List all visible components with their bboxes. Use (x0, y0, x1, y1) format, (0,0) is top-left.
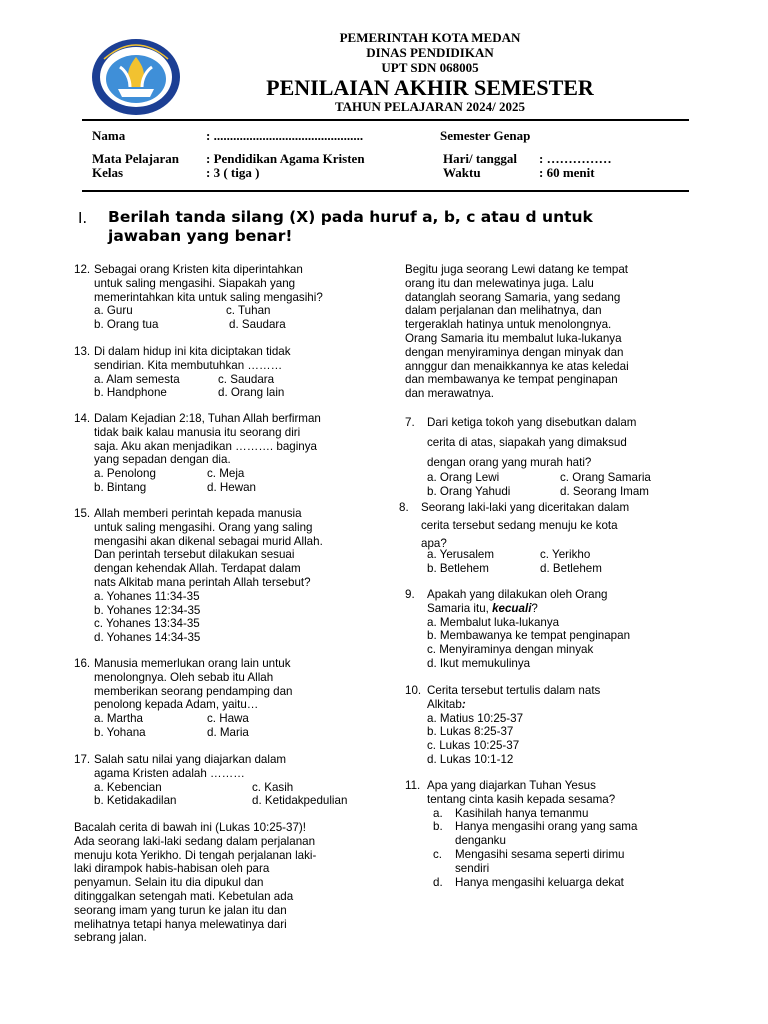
option-d[interactable]: d. Hewan (207, 481, 256, 494)
option-a[interactable]: a. Alam semesta (94, 372, 180, 386)
option-b[interactable]: b. Betlehem (427, 562, 489, 575)
option-c[interactable]: c. Saudara (218, 372, 275, 386)
option-a[interactable]: a. Kebencian (94, 780, 162, 794)
story-passage-part1: Bacalah cerita di bawah ini (Lukas 10:25-37)! Ada seorang laki-laki sedang dalam perjalanan menuju kota Yerikho. Di tengah perjalanan laki- laki dirampok habis-habisan oleh para penyamun. Selain itu dia dipukul dan ditinggalkan setengah mati. Kebetulan ada seorang imam yang turun ke jalan itu dan melihatnya tetapi hanya melewatinya dari sebrang jalan. (74, 821, 317, 945)
option-c[interactable]: c. Yerikho (540, 548, 591, 561)
option-b[interactable]: b. Orang tua (94, 318, 159, 332)
option-d[interactable]: d. Orang lain (218, 386, 285, 400)
header-divider (82, 119, 689, 121)
option-a[interactable]: a. Yohanes 11:34-35 (94, 589, 200, 603)
option-d[interactable]: d. Yohanes 14:34-35 (94, 631, 201, 645)
option-b[interactable]: b. Lukas 8:25-37 (427, 725, 514, 739)
option-d[interactable]: Hanya mengasihi keluarga dekat (455, 875, 624, 889)
option-c[interactable]: c. Yohanes 13:34-35 (94, 617, 200, 631)
hari-label: Hari/ tanggal (443, 151, 518, 166)
option-b[interactable]: b. Ketidakadilan (94, 794, 177, 808)
option-a[interactable]: a. Orang Lewi (427, 471, 500, 484)
info-divider (82, 190, 689, 192)
school-year: TAHUN PELAJARAN 2024/ 2025 (334, 99, 526, 114)
exam-page: PEMERINTAH KOTA MEDAN DINAS PENDIDIKAN UPT SDN 068005 PENILAIAN AKHIR SEMESTER TAHUN PELAJARAN 2024/ 2025 Nama : .............................................. Semester Genap Mata Pelajaran : Pendidikan Agama Kristen Hari/ tanggal : …………… Kelas : 3 ( tiga ) Waktu : 60 menit I. Berilah tanda silang (X) pada huruf a, b, c atau d untuk jawaban yang benar! 12. Sebagai orang Kristen kita diperintahkan untuk saling mengasihi. Siapakah yang memerintahkan kita untuk saling mengasihi? a. Guru c. Tuhan b. Orang tua d. Saudara 13. Di dalam hidup ini kita diciptakan tidak sendirian. Kita membutuhkan ……… a. Alam semesta c. Saudara b. Handphone d. Orang lain 14. Dalam Kejadian 2:18, Tuhan Allah berfirman tidak baik kalau manusia itu seorang diri saja. Aku akan menjadikan ………. baginya yang sepadan dengan dia. a. Penolong c. Meja b. Bintang d. Hewan 15. Allah memberi perintah kepada manusia untuk saling mengasihi. Orang yang saling mengasihi akan dikenal sebagai murid Allah. Dan perintah tersebut dilakukan sesuai dengan kehendak Allah. Terdapat dalam nats Alkitab mana perintah Allah tersebut? a. Yohanes 11:34-35 b. Yohanes 12:34-35 c. Yohanes 13:34-35 d. Yohanes 14:34-35 16. Manusia memerlukan orang lain untuk menolongnya. Oleh sebab itu Allah memberikan seorang pendamping dan penolong kepada Adam, yaitu… a. Martha c. Hawa b. Yohana d. Maria 17. Salah satu nilai yang diajarkan dalam agama Kristen adalah ……… a. Kebencian c. Kasih b. Ketidakadilan d. Ketidakpedulian Bacalah cerita di bawah ini (Lukas 10:25-37)! Ada seorang laki-laki sedang dalam perjalanan menuju kota Yerikho. Di tengah perjalanan laki- laki dirampok habis-habisan oleh para penyamun. Selain itu dia dipukul dan ditinggalkan setengah mati. Kebetulan ada seorang imam yang turun ke jalan itu dan melihatnya tetapi hanya melewatinya dari sebrang jalan. Begitu juga seorang Lewi datang ke tempat orang itu dan melewatinya juga. Lalu datanglah seorang Samaria, yang sedang dalam perjalanan dan melihatnya, dan tergeraklah hatinya untuk menolongnya. Orang Samaria itu membalut luka-lukanya dengan menyiraminya dengan minyak dan annggur dan menaikkannya ke atas keledai dan membawanya ke tempat penginapan dan merawatnya. 7. Dari ketiga tokoh yang disebutkan dalam cerita di atas, siapakah yang dimaksud dengan orang yang murah hati? a. Orang Lewi c. Orang Samaria b. Orang Yahudi d. Seorang Imam 8. Seorang laki-laki yang diceritakan dalam cerita tersebut sedang menuju ke kota apa? a. Yerusalem c. Yerikho b. Betlehem d. Betlehem 9. Apakah yang dilakukan oleh Orang Samaria itu, kecuali? a. Membalut luka-lukanya b. Membawanya ke tempat penginapan c. Menyiraminya dengan minyak d. Ikut memukulinya 10. Cerita tersebut tertulis dalam nats Alkitab: a. Matius 10:25-37 b. Lukas 8:25-37 c. Lukas 10:25-37 d. Lukas 10:1-12 11. Apa yang diajarkan Tuhan Yesus tentang cinta kasih kepada sesama? a. Kasihilah hanya temanmu b. Hanya mengasihi orang yang sama denganku c. Mengasihi sesama seperti dirimu sendiri d. Hanya mengasihi keluarga dekat (0, 0, 768, 1024)
option-a-letter: a. (433, 806, 443, 820)
option-d[interactable]: d. Maria (207, 726, 249, 739)
kelas-label: Kelas (92, 165, 124, 180)
option-d[interactable]: d. Ketidakpedulian (252, 794, 348, 808)
option-d[interactable]: d. Lukas 10:1-12 (427, 753, 514, 766)
option-d[interactable]: d. Betlehem (540, 562, 602, 575)
section-instruction: Berilah tanda silang (X) pada huruf a, b, c atau d untuk jawaban yang benar! (108, 208, 593, 245)
waktu-label: Waktu (443, 165, 481, 180)
mapel-label: Mata Pelajaran (92, 151, 180, 166)
semester-label: Semester Genap (440, 128, 531, 143)
option-a[interactable]: a. Yerusalem (427, 548, 495, 561)
option-b[interactable]: b. Bintang (94, 481, 147, 494)
kecuali-emphasis: kecuali (492, 602, 532, 615)
header-government: PEMERINTAH KOTA MEDAN (339, 30, 521, 45)
option-d[interactable]: d. Saudara (229, 318, 286, 332)
option-c[interactable]: Mengasihi sesama seperti dirimu (455, 848, 625, 861)
waktu-value: : 60 menit (539, 165, 595, 180)
option-c[interactable]: c. Kasih (252, 780, 294, 794)
tut-wuri-handayani-logo (90, 37, 182, 117)
nama-field[interactable]: : .............................................. (206, 128, 364, 143)
option-c[interactable]: c. Tuhan (226, 304, 271, 318)
option-b[interactable]: b. Membawanya ke tempat penginapan (427, 629, 631, 643)
option-a[interactable]: Kasihilah hanya temanmu (455, 806, 589, 820)
option-b[interactable]: b. Orang Yahudi (427, 485, 511, 498)
hari-field[interactable]: : …………… (539, 151, 612, 166)
option-c[interactable]: c. Menyiraminya dengan minyak (427, 643, 594, 657)
option-d[interactable]: d. Seorang Imam (560, 485, 649, 498)
option-a[interactable]: a. Membalut luka-lukanya (427, 615, 560, 629)
header-school: UPT SDN 068005 (381, 60, 479, 75)
option-c[interactable]: c. Orang Samaria (560, 471, 651, 484)
option-c[interactable]: c. Meja (207, 467, 245, 481)
option-b[interactable]: b. Yohana (94, 726, 146, 739)
story-passage-part2: Begitu juga seorang Lewi datang ke tempat orang itu dan melewatinya juga. Lalu datanglah seorang Samaria, yang sedang dalam perjalanan dan melihatnya, dan tergeraklah hatinya untuk menolongnya. Orang Samaria itu membalut luka-lukanya dengan menyiraminya dengan minyak dan annggur dan menaikkannya ke atas keledai dan membawanya ke tempat penginapan dan merawatnya. (405, 263, 629, 401)
section-number: I. (78, 209, 88, 227)
option-b-cont[interactable]: denganku (455, 834, 506, 848)
option-a[interactable]: a. Martha (94, 712, 143, 726)
option-a[interactable]: a. Penolong (94, 467, 156, 481)
option-b[interactable]: Hanya mengasihi orang yang sama (455, 820, 638, 834)
option-b-letter: b. (433, 820, 443, 834)
header-department: DINAS PENDIDIKAN (366, 45, 494, 60)
option-c[interactable]: c. Hawa (207, 712, 249, 726)
option-b[interactable]: b. Handphone (94, 386, 167, 400)
kelas-value: : 3 ( tiga ) (206, 165, 260, 180)
option-d-letter: d. (433, 875, 443, 889)
exam-title: PENILAIAN AKHIR SEMESTER (266, 75, 594, 100)
option-d[interactable]: d. Ikut memukulinya (427, 657, 531, 670)
option-b[interactable]: b. Yohanes 12:34-35 (94, 603, 201, 617)
mapel-value: : Pendidikan Agama Kristen (206, 151, 365, 166)
option-a[interactable]: a. Matius 10:25-37 (427, 711, 524, 725)
nama-label: Nama (92, 128, 126, 143)
option-c-cont[interactable]: sendiri (455, 861, 490, 875)
option-c[interactable]: c. Lukas 10:25-37 (427, 739, 520, 753)
option-a[interactable]: a. Guru (94, 304, 133, 318)
option-c-letter: c. (433, 848, 443, 861)
